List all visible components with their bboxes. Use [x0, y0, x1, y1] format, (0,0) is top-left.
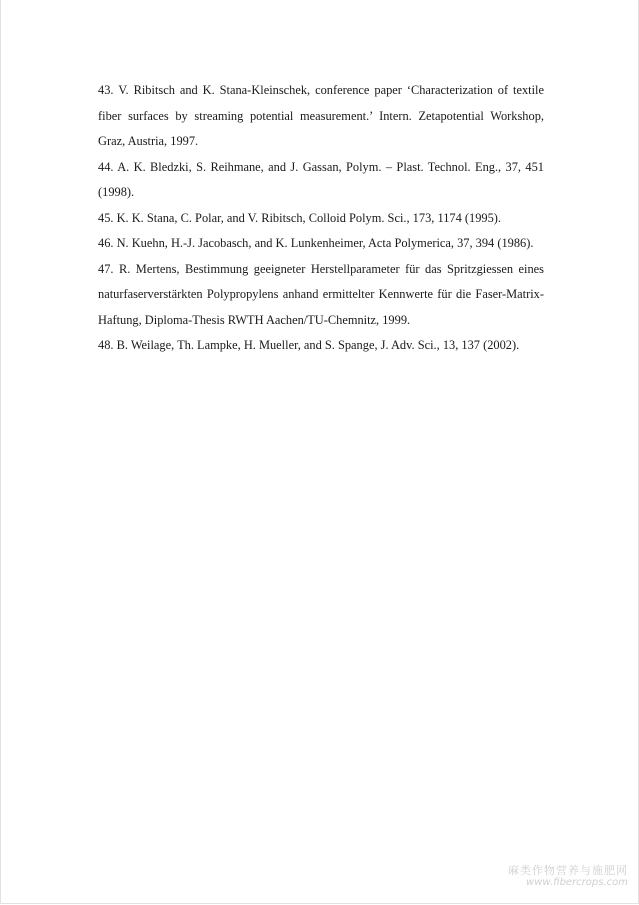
reference-43: 43. V. Ribitsch and K. Stana-Kleinschek, conference paper ‘Characterization of textile fiber surfaces by streaming potential measurement.’ Intern. Zetapotential Workshop, Graz, Austria, 1997. — [98, 83, 544, 148]
reference-list — [98, 78, 544, 359]
watermark-url: www.fibercrops.com — [526, 877, 628, 888]
reference-48: 48. B. Weilage, Th. Lampke, H. Mueller, and S. Spange, J. Adv. Sci., 13, 137 (2002). — [98, 338, 520, 352]
reference-45: 45. K. K. Stana, C. Polar, and V. Ribitsch, Colloid Polym. Sci., 173, 1174 (1995). — [98, 210, 502, 225]
watermark — [508, 865, 628, 889]
watermark-site-name: 麻类作物营养与施肥网 — [508, 864, 628, 877]
reference-46: 46. N. Kuehn, H.-J. Jacobasch, and K. Lunkenheimer, Acta Polymerica, 37, 394 (1986). — [98, 236, 534, 250]
reference-47: 47. R. Mertens, Bestimmung geeigneter Herstellparameter für das Spritzgiessen eines naturfaserverstärkten Polypropylens anhand ermittelter Kennwerte für die Faser-Matrix-Haftung, Diploma-Thesis RWTH Aachen/TU-Chemnitz, 1999. — [98, 261, 544, 327]
reference-44: 44. A. K. Bledzki, S. Reihmane, and J. Gassan, Polym. – Plast. Technol. Eng., 37, 451 (1998). — [98, 159, 544, 199]
